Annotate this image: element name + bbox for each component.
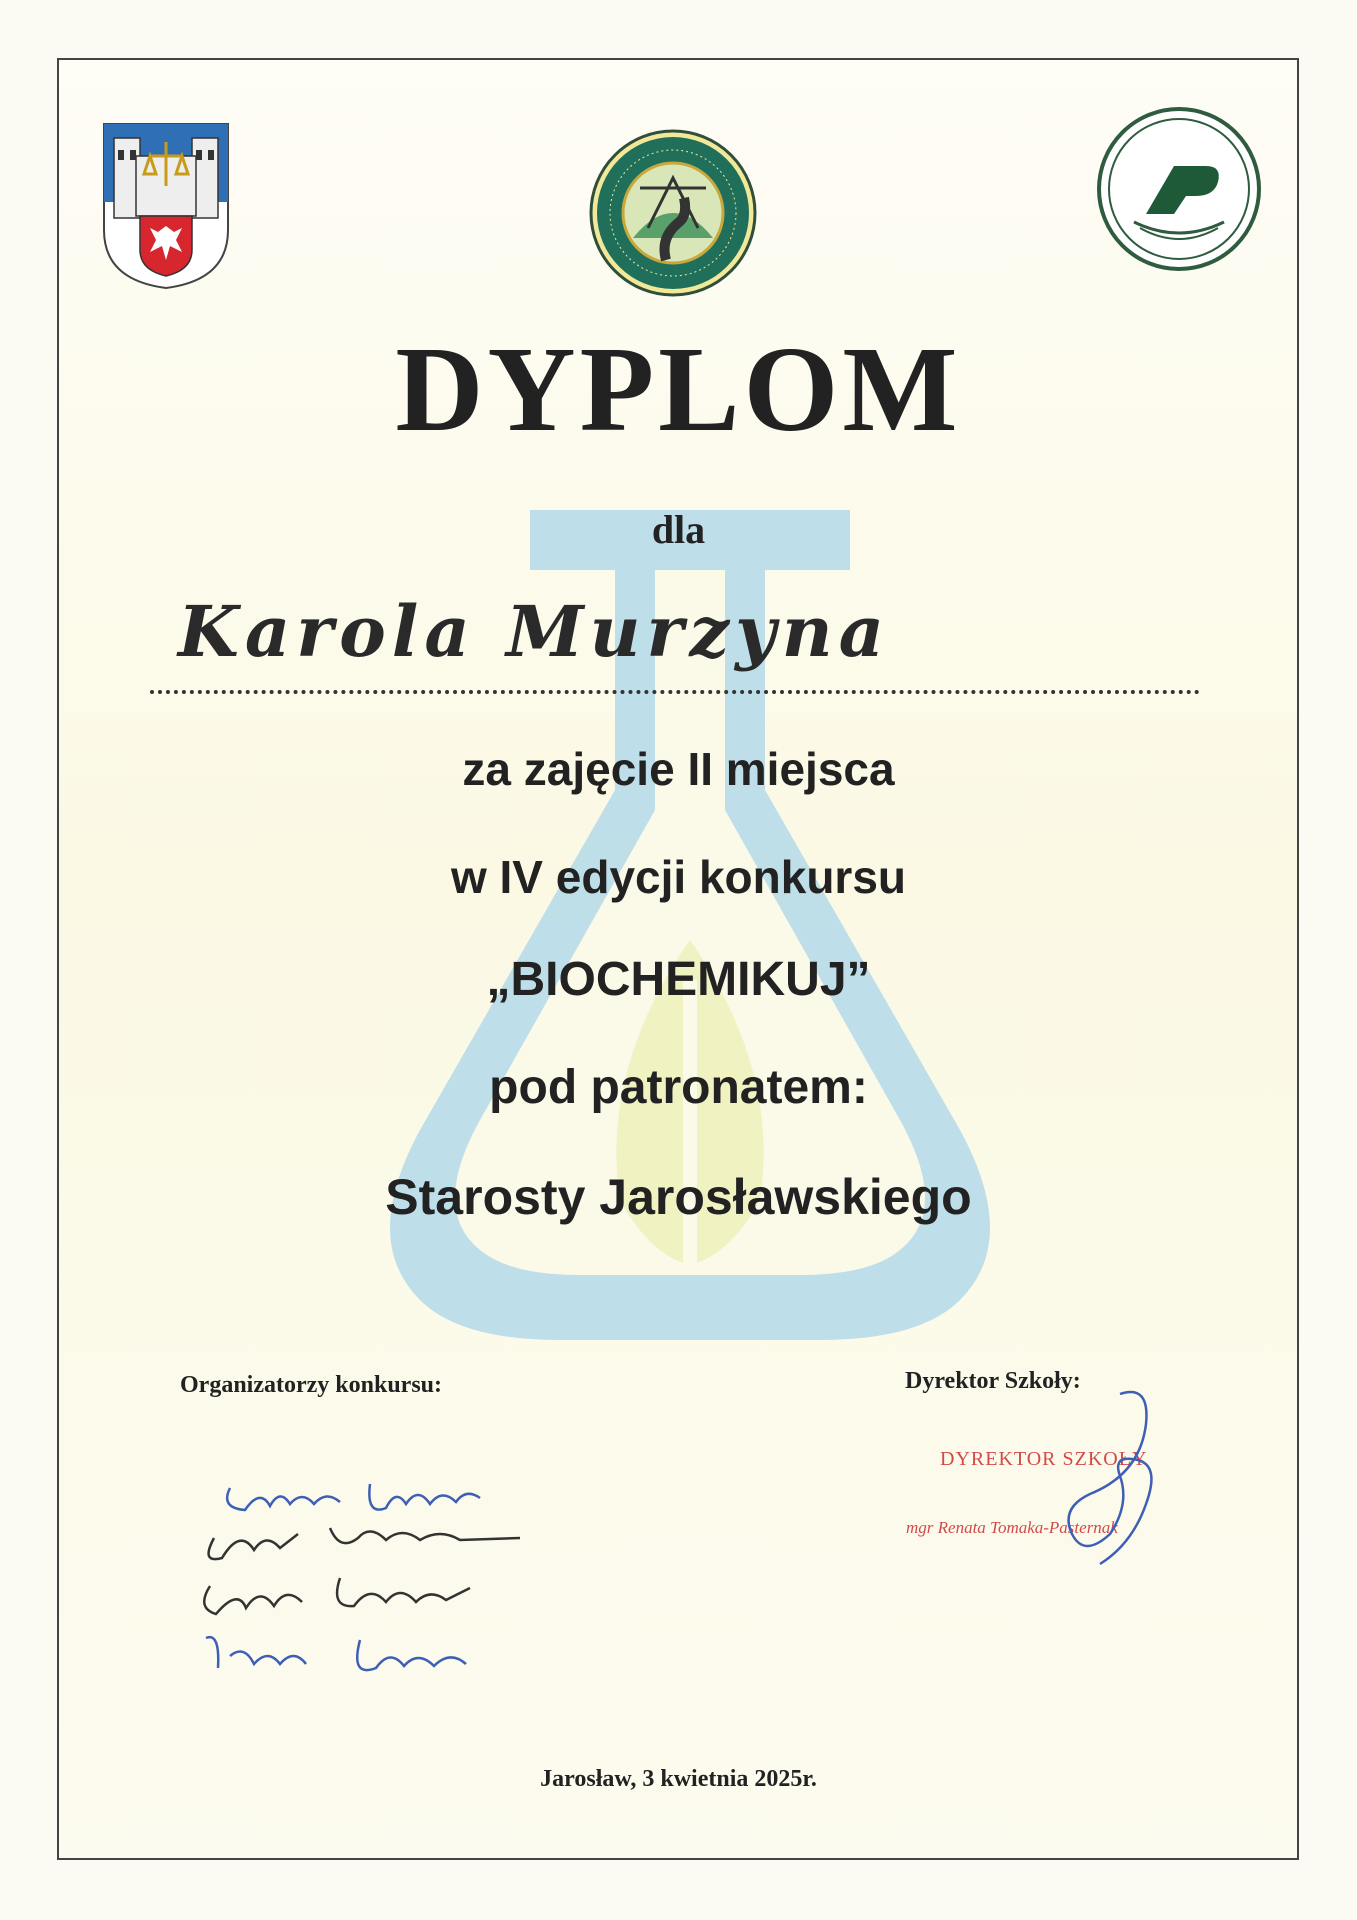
stamp-name: mgr Renata Tomaka-Pasternak: [906, 1518, 1118, 1537]
organizers-signatures: [190, 1468, 610, 1698]
placement-text: za zajęcie II miejsca: [462, 743, 895, 795]
director-signature: [1020, 1384, 1190, 1574]
contest-name: „BIOCHEMIKUJ”: [486, 953, 871, 1006]
patron-name: Starosty Jarosławskiego: [385, 1169, 972, 1225]
edition-text: w IV edycji konkursu: [450, 851, 907, 903]
school-emblem-icon: [588, 128, 758, 298]
coat-of-arms-icon: [100, 120, 232, 290]
recipient-name: Karola Murzyna: [178, 590, 891, 673]
stamp-title: DYREKTOR SZKOŁY: [940, 1448, 1148, 1470]
place-and-date: Jarosław, 3 kwietnia 2025r.: [540, 1766, 817, 1792]
diploma-title: DYPLOM: [395, 322, 962, 457]
dotted-line: [150, 690, 1200, 694]
director-label: Dyrektor Szkoły:: [905, 1368, 1081, 1394]
lasy-panstwowe-logo: [1094, 104, 1264, 274]
patronage-label: pod patronatem:: [489, 1061, 868, 1114]
for-label: dla: [651, 507, 706, 552]
organizers-label: Organizatorzy konkursu:: [180, 1372, 443, 1398]
